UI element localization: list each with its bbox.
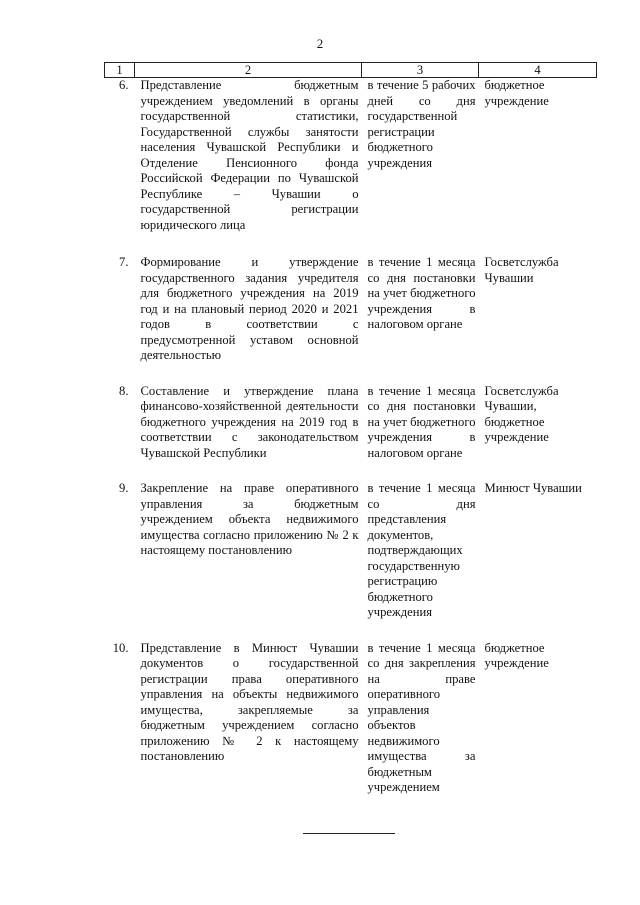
row-deadline: в течение 1 месяца со дня представления документов, подтверждающих государственную регистрацию бюджетного учреждения bbox=[367, 481, 476, 619]
row-deadline: в течение 5 рабочих дней со дня государственной регистрации бюджетного учреждения bbox=[367, 78, 476, 170]
row-responsible: Минюст Чувашии bbox=[484, 481, 582, 495]
row-action: Составление и утверждение плана финансово-хозяйственной деятельности бюджетного учреждения на 2019 год в соответствии с законодательством Чувашской Республики bbox=[140, 383, 359, 460]
table-row bbox=[105, 641, 597, 796]
row-responsible: бюджетное учреждение bbox=[484, 78, 549, 108]
row-deadline: в течение 1 месяца со дня постановки на учет бюджетного учреждения в налоговом органе bbox=[367, 255, 476, 331]
row-responsible: бюджетное учреждение bbox=[484, 640, 549, 670]
table-row bbox=[105, 255, 597, 384]
row-number: 7. bbox=[119, 255, 129, 269]
table-row bbox=[105, 481, 597, 641]
row-action: Формирование и утверждение государственного задания учредителя для бюджетного учреждения на 2019 год и на плановый период 2020 и 2021 годов в соответствии с предусмотренной уставом основной деятельностью bbox=[140, 255, 359, 362]
row-number: 9. bbox=[119, 481, 129, 495]
column-number-2: 2 bbox=[135, 63, 362, 78]
row-responsible: Госветслужба Чувашии, бюджетное учреждение bbox=[484, 383, 559, 444]
row-deadline: в течение 1 месяца со дня закрепления на праве оперативного управления объектов недвижимого имущества за бюджетным учреждением bbox=[367, 640, 476, 794]
table-row bbox=[105, 78, 597, 256]
row-deadline: в течение 1 месяца со дня постановки на учет бюджетного учреждения в налоговом органе bbox=[367, 383, 476, 460]
column-number-4: 4 bbox=[479, 63, 597, 78]
table-header-row bbox=[105, 63, 597, 78]
row-action: Представление в Минюст Чувашии документов о государственной регистрации права оперативного управления на объекты недвижимого имущества, закрепляемые за бюджетным учреждением согласно приложению № 2 к настоящему постановлению bbox=[140, 640, 359, 763]
row-number: 6. bbox=[119, 78, 129, 92]
row-action: Представление бюджетным учреждением уведомлений в органы государственной статистики, Государственной службы занятости населения Чувашской Республики и Отделение Пенсионного фонда Российской Федерации по Чувашской Республике – Чувашии о государственной регистрации юридического лица bbox=[140, 78, 359, 232]
row-number: 10. bbox=[112, 640, 129, 655]
column-number-1: 1 bbox=[105, 63, 135, 78]
column-number-3: 3 bbox=[362, 63, 479, 78]
row-responsible: Госветслужба Чувашии bbox=[484, 255, 559, 285]
table-row bbox=[105, 384, 597, 482]
action-plan-table bbox=[104, 62, 597, 796]
row-action: Закрепление на праве оперативного управления за бюджетным учреждением объекта недвижимого имущества согласно приложению № 2 к настоящему постановлению bbox=[140, 481, 359, 557]
row-number: 8. bbox=[119, 383, 129, 398]
page-number: 2 bbox=[316, 36, 324, 51]
footer-divider bbox=[303, 833, 395, 834]
